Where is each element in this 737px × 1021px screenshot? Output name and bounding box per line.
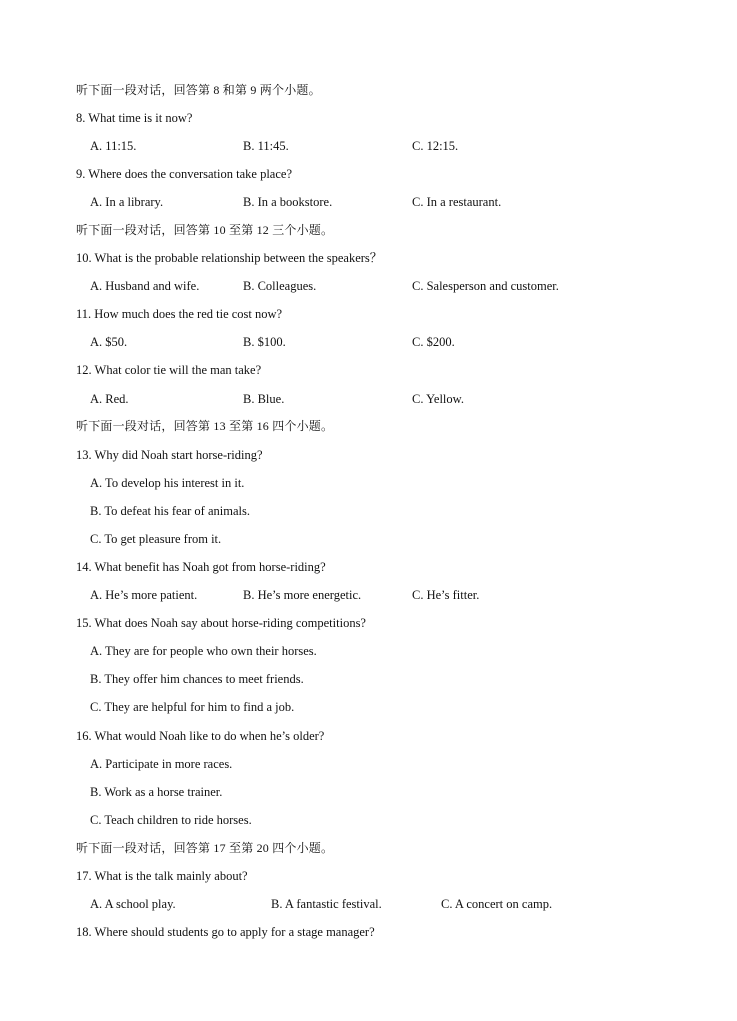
option-b: B. They offer him chances to meet friends. bbox=[90, 672, 304, 686]
option-c: C. Teach children to ride horses. bbox=[90, 813, 252, 827]
question-14: 14. What benefit has Noah got from horse-riding? bbox=[76, 560, 326, 574]
option-a: A. They are for people who own their horses. bbox=[90, 644, 317, 658]
option-a: A. Husband and wife. bbox=[90, 279, 200, 293]
question-10: 10. What is the probable relationship between the speakers？ bbox=[76, 251, 383, 265]
question-13: 13. Why did Noah start horse-riding? bbox=[76, 448, 263, 462]
question-18: 18. Where should students go to apply for a stage manager? bbox=[76, 925, 375, 939]
question-17: 17. What is the talk mainly about? bbox=[76, 869, 248, 883]
option-b: B. He’s more energetic. bbox=[243, 588, 362, 602]
option-c: C. Yellow. bbox=[412, 392, 464, 406]
question-11: 11. How much does the red tie cost now? bbox=[76, 307, 283, 321]
option-c: C. $200. bbox=[412, 335, 455, 349]
option-c: C. In a restaurant. bbox=[412, 195, 502, 209]
section-instruction: 听下面一段对话，回答第 13 至第 16 四个小题。 bbox=[76, 419, 334, 433]
option-b: B. Colleagues. bbox=[243, 279, 317, 293]
option-b: B. Work as a horse trainer. bbox=[90, 785, 223, 799]
option-b: B. 11:45. bbox=[243, 139, 289, 153]
option-a: A. A school play. bbox=[90, 897, 176, 911]
option-a: A. In a library. bbox=[90, 195, 164, 209]
option-c: C. To get pleasure from it. bbox=[90, 532, 222, 546]
option-b: B. Blue. bbox=[243, 392, 285, 406]
option-b: B. $100. bbox=[243, 335, 286, 349]
option-a: A. To develop his interest in it. bbox=[90, 476, 245, 490]
option-a: A. 11:15. bbox=[90, 139, 137, 153]
question-15: 15. What does Noah say about horse-riding competitions? bbox=[76, 616, 366, 630]
section-instruction: 听下面一段对话，回答第 10 至第 12 三个小题。 bbox=[76, 223, 334, 237]
question-8: 8. What time is it now? bbox=[76, 111, 193, 125]
section-instruction: 听下面一段对话，回答第 8 和第 9 两个小题。 bbox=[76, 83, 321, 97]
option-c: C. He’s fitter. bbox=[412, 588, 480, 602]
option-b: B. In a bookstore. bbox=[243, 195, 333, 209]
option-c: C. Salesperson and customer. bbox=[412, 279, 559, 293]
section-instruction: 听下面一段对话，回答第 17 至第 20 四个小题。 bbox=[76, 841, 334, 855]
option-b: B. A fantastic festival. bbox=[271, 897, 382, 911]
option-c: C. 12:15. bbox=[412, 139, 459, 153]
option-a: A. He’s more patient. bbox=[90, 588, 198, 602]
question-12: 12. What color tie will the man take? bbox=[76, 363, 262, 377]
option-c: C. They are helpful for him to find a job. bbox=[90, 700, 295, 714]
option-a: A. $50. bbox=[90, 335, 128, 349]
option-b: B. To defeat his fear of animals. bbox=[90, 504, 250, 518]
option-c: C. A concert on camp. bbox=[441, 897, 553, 911]
option-a: A. Red. bbox=[90, 392, 129, 406]
question-9: 9. Where does the conversation take place? bbox=[76, 167, 292, 181]
question-16: 16. What would Noah like to do when he’s older? bbox=[76, 729, 325, 743]
option-a: A. Participate in more races. bbox=[90, 757, 233, 771]
